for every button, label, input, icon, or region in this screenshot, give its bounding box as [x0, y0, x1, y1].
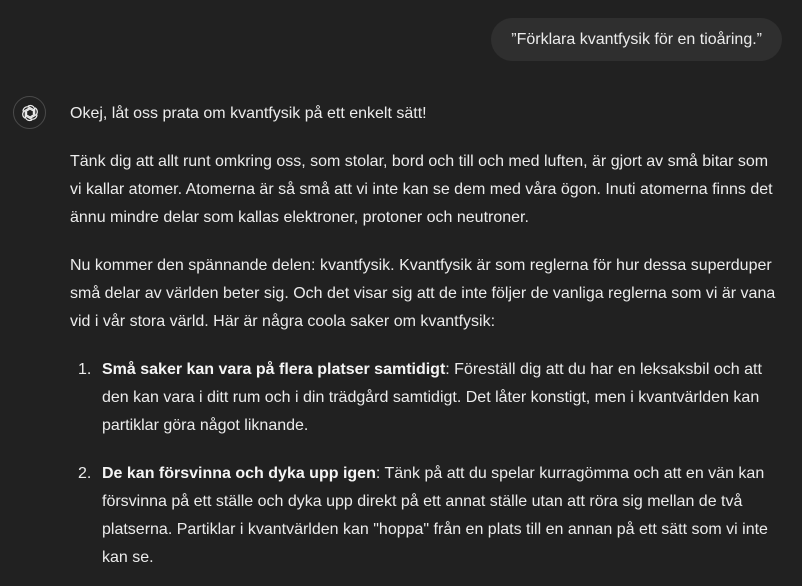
answer-paragraph-quantum: Nu kommer den spännande delen: kvantfysik. Kvantfysik är som reglerna för hur dessa superduper små delar av världen beter sig. Och det visar sig att de inte följer de vanliga reglerna som vi är vana vid i vår stora värld. Här är några coola saker om kvantfysik: — [70, 257, 776, 330]
list-item — [70, 356, 782, 440]
openai-logo-icon — [20, 103, 40, 123]
assistant-avatar — [13, 96, 46, 129]
list-item-title: De kan försvinna och dyka upp igen — [102, 465, 376, 482]
user-message-bubble — [491, 18, 782, 61]
answer-paragraph-atoms: Tänk dig att allt runt omkring oss, som stolar, bord och till och med luften, är gjort av små bitar som vi kallar atomer. Atomerna är så små att vi inte kan se dem med våra ögon. Inuti atomerna finns det ännu mindre delar som kallas elektroner, protoner och neutroner. — [70, 153, 773, 226]
answer-paragraph-intro: Okej, låt oss prata om kvantfysik på ett enkelt sätt! — [70, 105, 427, 122]
assistant-message — [70, 100, 782, 586]
list-item-title: Små saker kan vara på flera platser samtidigt — [102, 361, 446, 378]
list-item — [70, 460, 782, 572]
list-item-text: : Tänk på att du spelar kurragömma och att en vän kan försvinna på ett ställe och dyka upp direkt på ett annat ställe utan att röra sig mellan de två platserna. Partiklar i kvantvärlden kan "hoppa" från en plats till en annan på ett sätt som vi inte kan se. — [102, 465, 768, 566]
answer-list — [70, 356, 782, 572]
user-message-text: ”Förklara kvantfysik för en tioåring.” — [511, 30, 762, 48]
list-item-text: : Föreställ dig att du har en leksaksbil och att den kan vara i ditt rum och i din trädgård samtidigt. Det låter konstigt, men i kvantvärlden kan partiklar göra något liknande. — [102, 361, 762, 434]
list-item-number: 1. — [78, 361, 92, 378]
list-item-number: 2. — [78, 465, 92, 482]
